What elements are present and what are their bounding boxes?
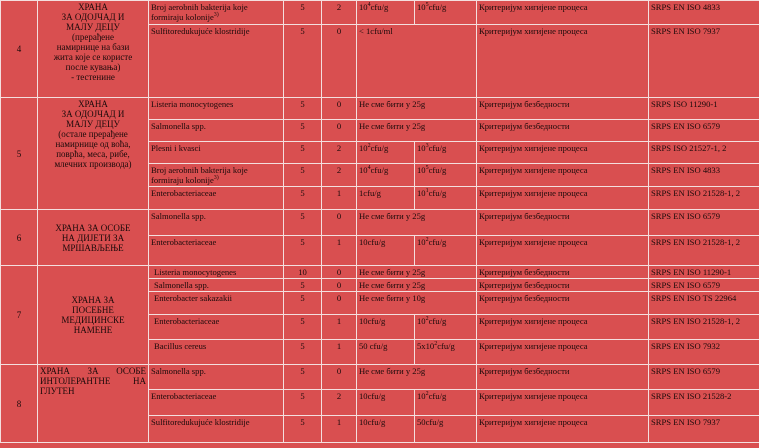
food-category: ХРАНА ЗА ОСОБЕ НА ДИЈЕТИ ЗА МРШАВЉЕЊЕ	[38, 210, 149, 266]
sample-c: 2	[322, 142, 357, 164]
sample-n: 5	[284, 164, 322, 187]
sample-n: 5	[284, 279, 322, 292]
sample-c: 1	[322, 416, 357, 443]
sample-c: 2	[322, 1, 357, 25]
microorganism: Listeria monocytogenes	[149, 98, 284, 120]
method-standard: SRPS EN ISO 4833	[649, 164, 759, 187]
microorganism: Salmonella spp.	[149, 365, 284, 390]
method-standard: SRPS EN ISO 7937	[649, 416, 759, 443]
method-standard: SRPS EN ISO 7937	[649, 25, 759, 98]
limit-m: 1cfu/g	[357, 187, 415, 210]
microorganism: Enterobacteriaceae	[149, 187, 284, 210]
sample-c: 1	[322, 340, 357, 365]
limit-m: 50 cfu/g	[357, 340, 415, 365]
method-standard: SRPS EN ISO 6579	[649, 120, 759, 142]
group-number: 4	[1, 1, 38, 98]
sample-c: 0	[322, 98, 357, 120]
group-number: 8	[1, 365, 38, 443]
method-standard: SRPS EN ISO 6579	[649, 365, 759, 390]
method-standard: SRPS EN ISO 6579	[649, 210, 759, 236]
limit-m: 10cfu/g	[357, 390, 415, 416]
sample-n: 10	[284, 266, 322, 279]
criterion: Критеријум безбедности	[477, 365, 649, 390]
sample-c: 0	[322, 266, 357, 279]
limit-m: Не сме бити у 25g	[357, 266, 477, 279]
microorganism: Enterobacter sakazakii	[149, 292, 284, 315]
method-standard: SRPS EN ISO 21528-2	[649, 390, 759, 416]
method-standard: SRPS EN ISO 21528-1, 2	[649, 236, 759, 266]
sample-n: 5	[284, 142, 322, 164]
microorganism: Enterobacteriaceae	[149, 390, 284, 416]
sample-c: 1	[322, 236, 357, 266]
sample-n: 5	[284, 365, 322, 390]
sample-n: 5	[284, 98, 322, 120]
sample-n: 5	[284, 187, 322, 210]
food-category: ХРАНА ЗА ОДОЈЧАД И МАЛУ ДЕЦУ (остале прерађене намирнице од воћа, поврћа, меса, рибе, млечних производа)	[38, 98, 149, 210]
criterion: Критеријум хигијене процеса	[477, 25, 649, 98]
method-standard: SRPS EN ISO 6579	[649, 279, 759, 292]
criterion: Критеријум безбедности	[477, 210, 649, 236]
method-standard: SRPS EN ISO TS 22964	[649, 292, 759, 315]
limit-m: Не сме бити у 25g	[357, 98, 477, 120]
limit-m: $10^4cfu/g$	[357, 164, 415, 187]
microorganism: Sulfitoredukujuće klostridije	[149, 416, 284, 443]
microorganism: Enterobacteriaceae	[149, 315, 284, 340]
sample-n: 5	[284, 390, 322, 416]
microorganism: Salmonella spp.	[149, 120, 284, 142]
sample-n: 5	[284, 210, 322, 236]
criterion: Критеријум хигијене процеса	[477, 142, 649, 164]
method-standard: SRPS EN ISO 21528-1, 2	[649, 315, 759, 340]
limit-m: Не сме бити у 25g	[357, 365, 477, 390]
sample-n: 5	[284, 236, 322, 266]
limit-M: $10^1cfu/g$	[415, 187, 477, 210]
sample-c: 0	[322, 279, 357, 292]
criterion: Критеријум хигијене процеса	[477, 315, 649, 340]
limit-m: 10cfu/g	[357, 236, 415, 266]
food-category: ХРАНА ЗА ПОСЕБНЕ МЕДИЦИНСКЕ НАМЕНЕ	[38, 266, 149, 365]
criterion: Критеријум безбедности	[477, 292, 649, 315]
limit-M: $10^3cfu/g$	[415, 142, 477, 164]
limit-m: $10^2cfu/g$	[357, 142, 415, 164]
sample-c: 0	[322, 365, 357, 390]
limit-m: 10cfu/g	[357, 315, 415, 340]
criterion: Критеријум хигијене процеса	[477, 416, 649, 443]
group-number: 7	[1, 266, 38, 365]
microorganism: Salmonella spp.	[149, 279, 284, 292]
microorganism: Broj aerobnih bakterija koje formiraju kolonije$^{3)}$	[149, 1, 284, 25]
sample-c: 0	[322, 292, 357, 315]
sample-n: 5	[284, 315, 322, 340]
method-standard: SRPS EN ISO 4833	[649, 1, 759, 25]
sample-c: 2	[322, 164, 357, 187]
criterion: Критеријум безбедности	[477, 98, 649, 120]
limit-m: < 1cfu/ml	[357, 25, 477, 98]
sample-n: 5	[284, 292, 322, 315]
criterion: Критеријум безбедности	[477, 120, 649, 142]
limit-M: $5x10^2cfu/g$	[415, 340, 477, 365]
sample-c: 0	[322, 120, 357, 142]
group-number: 6	[1, 210, 38, 266]
criterion: Критеријум хигијене процеса	[477, 1, 649, 25]
food-category: ХРАНА ЗА ОСОБЕ ИНТОЛЕРАНТНЕ НА ГЛУТЕН	[38, 365, 149, 443]
method-standard: SRPS EN ISO 11290-1	[649, 266, 759, 279]
microorganism: Bacillus cereus	[149, 340, 284, 365]
criterion: Критеријум хигијене процеса	[477, 164, 649, 187]
sample-c: 2	[322, 390, 357, 416]
microorganism: Sulfitoredukujuće klostridije	[149, 25, 284, 98]
criterion: Критеријум хигијене процеса	[477, 236, 649, 266]
method-standard: SRPS EN ISO 7932	[649, 340, 759, 365]
limit-m: Не сме бити у 25g	[357, 279, 477, 292]
microorganism: Salmonella spp.	[149, 210, 284, 236]
method-standard: SRPS ISO 11290-1	[649, 98, 759, 120]
criterion: Критеријум хигијене процеса	[477, 390, 649, 416]
limit-M: $10^5cfu/g$	[415, 164, 477, 187]
sample-c: 0	[322, 25, 357, 98]
group-number: 5	[1, 98, 38, 210]
criterion: Критеријум безбедности	[477, 266, 649, 279]
limit-M: 50cfu/g	[415, 416, 477, 443]
limit-m: Не сме бити у 25g	[357, 210, 477, 236]
limit-m: Не сме бити у 25g	[357, 120, 477, 142]
sample-n: 5	[284, 25, 322, 98]
criterion: Критеријум хигијене процеса	[477, 187, 649, 210]
method-standard: SRPS EN ISO 21528-1, 2	[649, 187, 759, 210]
microorganism: Broj aerobnih bakterija koje formiraju kolonije$^{3)}$	[149, 164, 284, 187]
limit-m: Не сме бити у 10g	[357, 292, 477, 315]
sample-n: 5	[284, 1, 322, 25]
microorganism: Plesni i kvasci	[149, 142, 284, 164]
limit-M: $10^2cfu/g$	[415, 390, 477, 416]
sample-n: 5	[284, 120, 322, 142]
method-standard: SRPS ISO 21527-1, 2	[649, 142, 759, 164]
food-category: ХРАНА ЗА ОДОЈЧАД И МАЛУ ДЕЦУ (прерађене намирнице на бази жита које се користе после кувања) - тестенине	[38, 1, 149, 98]
sample-c: 1	[322, 315, 357, 340]
sample-c: 0	[322, 210, 357, 236]
microorganism: Enterobacteriaceae	[149, 236, 284, 266]
criterion: Критеријум безбедности	[477, 279, 649, 292]
microorganism: Listeria monocytogenes	[149, 266, 284, 279]
sample-n: 5	[284, 416, 322, 443]
limit-m: $10^4cfu/g$	[357, 1, 415, 25]
limit-M: $10^2cfu/g$	[415, 236, 477, 266]
sample-c: 1	[322, 187, 357, 210]
criterion: Критеријум хигијене процеса	[477, 340, 649, 365]
limit-M: $10^5cfu/g$	[415, 1, 477, 25]
limit-M: $10^2cfu/g$	[415, 315, 477, 340]
sample-n: 5	[284, 340, 322, 365]
limit-m: 10cfu/g	[357, 416, 415, 443]
